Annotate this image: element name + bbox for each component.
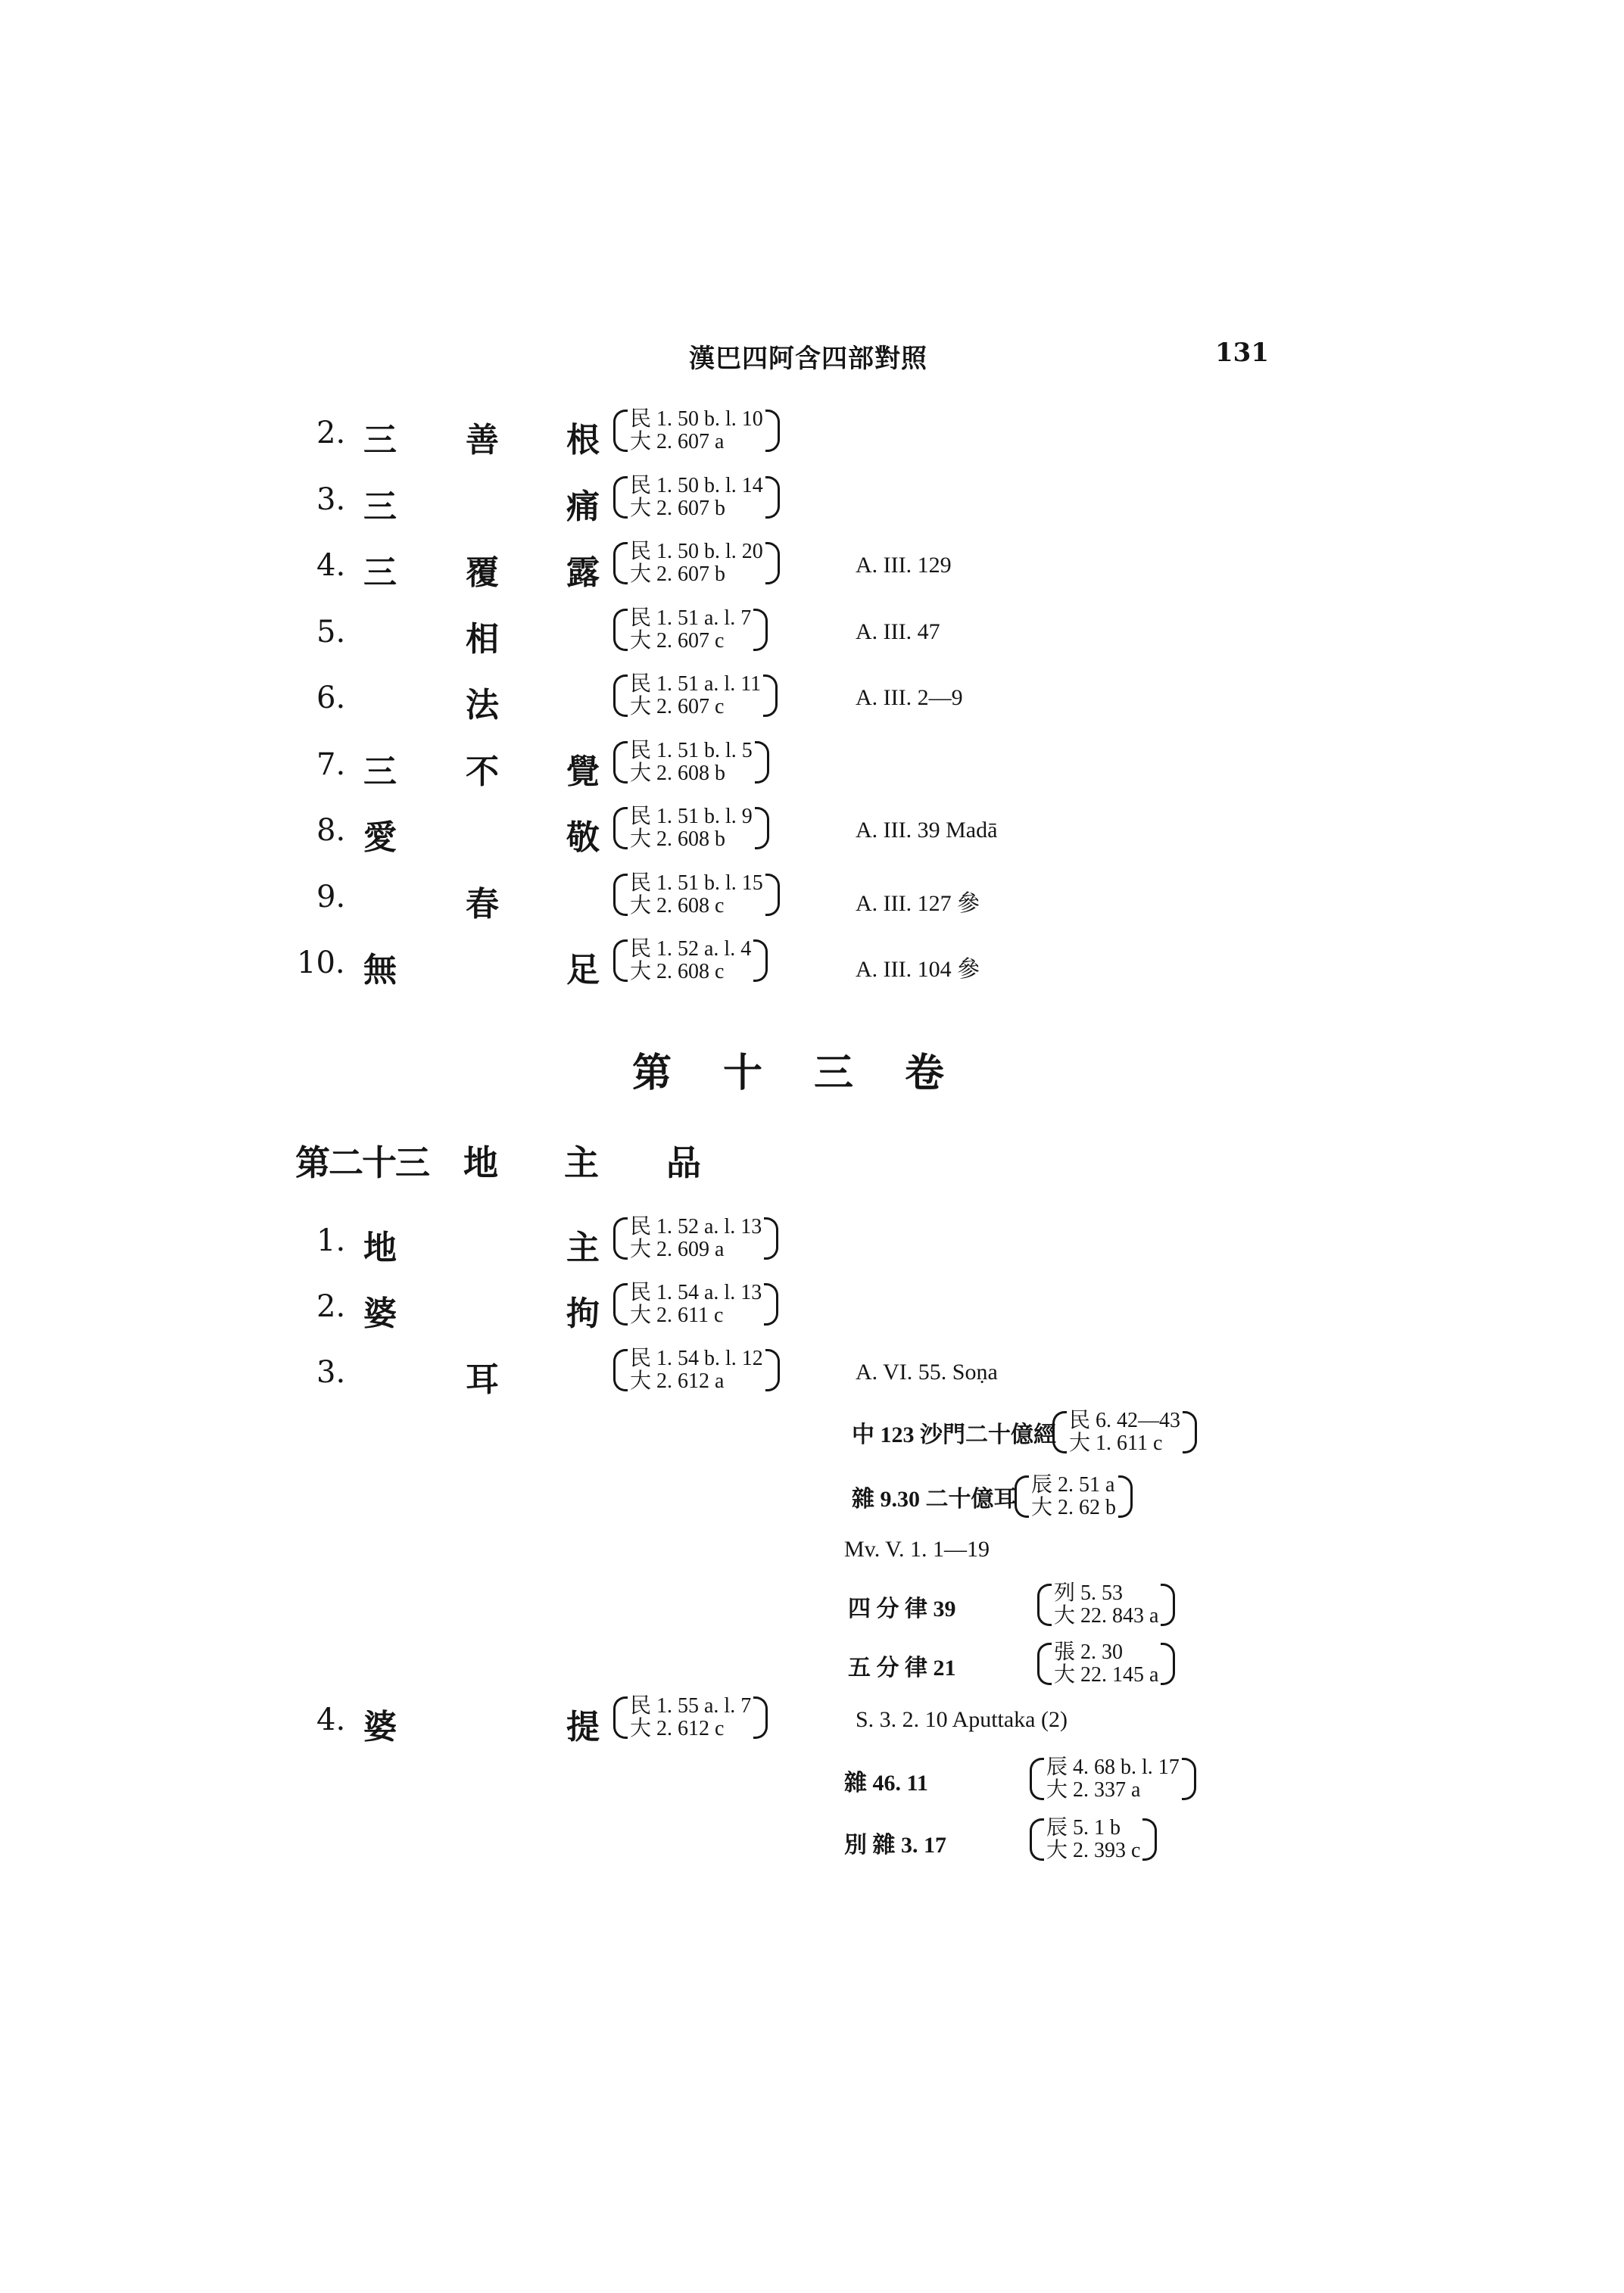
reference-bracket: [613, 1695, 768, 1740]
entry-char: 覆: [466, 553, 499, 592]
ref-line: 大 2. 608 b: [630, 761, 726, 785]
entry-char: 耳: [466, 1360, 499, 1399]
section-title-char: 主: [564, 1142, 599, 1183]
ref-line: 列 5. 53: [1054, 1581, 1124, 1605]
entry-char: 足: [566, 951, 600, 989]
entry-char: 三: [363, 487, 397, 526]
reference-bracket: [1052, 1410, 1197, 1455]
volume-heading-char: 卷: [905, 1050, 945, 1096]
entry-number: 3.: [316, 1355, 346, 1390]
entry-number: 9.: [316, 879, 346, 914]
ref-line: 大 2. 393 c: [1046, 1839, 1141, 1862]
entry-char: 覺: [566, 752, 600, 791]
ref-line: 民 1. 54 b. l. 12: [630, 1347, 763, 1370]
reference-bracket: [613, 673, 778, 718]
parallel-text: 中 123 沙門二十億經: [852, 1422, 1056, 1447]
ref-line: 辰 5. 1 b: [1046, 1816, 1121, 1840]
parallel-text: 雜 9.30 二十億耳: [852, 1487, 1017, 1512]
parallel-text: 四 分 律 39: [848, 1597, 956, 1622]
ref-line: 大 2. 612 c: [630, 1717, 725, 1740]
running-title: 漢巴四阿含四部對照: [689, 344, 927, 374]
entry-number: 10.: [297, 946, 345, 980]
volume-heading-char: 十: [723, 1050, 763, 1096]
reference-bracket: [613, 805, 769, 851]
entry-char: 婆: [363, 1708, 397, 1746]
reference-bracket: [613, 408, 780, 453]
section-title-char: 地: [463, 1142, 498, 1183]
ref-line: 民 1. 55 a. l. 7: [630, 1694, 752, 1718]
reference-bracket: [1037, 1582, 1175, 1628]
ref-line: 民 1. 51 a. l. 11: [630, 672, 762, 696]
ref-line: 民 1. 51 b. l. 9: [630, 805, 753, 828]
entry-char: 相: [466, 619, 499, 659]
reference-bracket: [613, 872, 780, 918]
entry-char: 愛: [363, 818, 397, 857]
entry-char: 春: [466, 884, 499, 924]
ref-line: 民 1. 54 a. l. 13: [630, 1281, 762, 1304]
entry-char: 無: [363, 951, 397, 989]
entry-char: 三: [363, 553, 397, 592]
parallel-text: A. III. 39 Madā: [856, 818, 998, 843]
ref-line: 大 2. 608 b: [630, 827, 726, 851]
entry-number: 4.: [316, 548, 346, 583]
volume-heading-char: 第: [632, 1050, 672, 1096]
reference-bracket: [613, 1282, 778, 1327]
entry-char: 法: [466, 686, 499, 724]
ref-line: 大 2. 608 c: [630, 960, 725, 983]
ref-line: 大 22. 843 a: [1054, 1604, 1159, 1628]
parallel-text: A. III. 129: [856, 553, 952, 578]
ref-line: 大 2. 607 b: [630, 562, 726, 586]
parallel-text: A. III. 127 參: [856, 890, 980, 916]
reference-bracket: [1030, 1817, 1157, 1862]
page-number: 131: [1215, 338, 1269, 368]
ref-line: 民 1. 50 b. l. 10: [630, 407, 763, 431]
parallel-text: 五 分 律 21: [848, 1656, 956, 1681]
entry-number: 4.: [316, 1703, 346, 1737]
entry-char: 拘: [566, 1294, 600, 1333]
entry-char: 痛: [566, 487, 600, 526]
ref-line: 大 2. 611 c: [630, 1304, 724, 1327]
entry-number: 7.: [316, 746, 346, 782]
parallel-text: A. III. 2—9: [856, 685, 963, 710]
reference-bracket: [1030, 1756, 1196, 1802]
ref-line: 大 22. 145 a: [1054, 1663, 1159, 1687]
entry-char: 提: [566, 1708, 600, 1746]
reference-bracket: [613, 1347, 780, 1393]
reference-bracket: [613, 541, 780, 586]
ref-line: 大 1. 611 c: [1069, 1432, 1163, 1455]
section-title-char: 品: [666, 1142, 701, 1183]
ref-line: 民 1. 50 b. l. 14: [630, 473, 763, 497]
ref-line: 大 2. 607 a: [630, 430, 725, 453]
entry-number: 2.: [316, 1289, 346, 1324]
ref-line: 民 1. 51 b. l. 15: [630, 871, 763, 895]
entry-char: 露: [566, 553, 600, 592]
parallel-text: 別 雜 3. 17: [844, 1833, 946, 1858]
reference-bracket: [613, 938, 768, 983]
ref-line: 民 1. 52 a. l. 13: [630, 1215, 762, 1238]
entry-char: 三: [363, 421, 397, 460]
entry-char: 敬: [566, 818, 600, 857]
ref-line: 大 2. 609 a: [630, 1238, 725, 1261]
entry-number: 1.: [316, 1223, 346, 1258]
ref-line: 大 2. 62 b: [1031, 1496, 1117, 1519]
parallel-text: Mv. V. 1. 1—19: [844, 1537, 990, 1562]
ref-line: 辰 2. 51 a: [1031, 1473, 1115, 1497]
ref-line: 民 1. 51 a. l. 7: [630, 606, 752, 630]
entry-number: 3.: [316, 481, 346, 517]
reference-bracket: [613, 740, 769, 785]
entry-number: 8.: [316, 813, 346, 848]
parallel-text: 雜 46. 11: [844, 1771, 928, 1796]
entry-number: 6.: [316, 681, 346, 715]
ref-line: 民 1. 50 b. l. 20: [630, 540, 763, 563]
entry-number: 5.: [316, 614, 346, 650]
entry-char: 不: [466, 752, 499, 791]
ref-line: 張 2. 30: [1054, 1640, 1124, 1664]
ref-line: 大 2. 608 c: [630, 893, 725, 918]
entry-char: 婆: [363, 1294, 397, 1333]
reference-bracket: [613, 607, 768, 653]
ref-line: 民 1. 51 b. l. 5: [630, 738, 753, 762]
ref-line: 大 2. 612 a: [630, 1369, 725, 1393]
reference-bracket: [613, 1216, 778, 1261]
entry-number: 2.: [316, 416, 346, 450]
parallel-text: A. III. 104 參: [856, 957, 980, 982]
ref-line: 大 2. 337 a: [1046, 1778, 1141, 1802]
reference-bracket: [1015, 1474, 1133, 1519]
ref-line: 大 2. 607 c: [630, 628, 725, 653]
volume-heading-char: 三: [814, 1050, 854, 1096]
ref-line: 辰 4. 68 b. l. 17: [1046, 1756, 1180, 1779]
section-number: 第二十三: [295, 1142, 429, 1183]
parallel-text: A. VI. 55. Soṇa: [856, 1360, 998, 1385]
parallel-text: A. III. 47: [856, 618, 940, 644]
ref-line: 大 2. 607 b: [630, 496, 726, 520]
parallel-text: S. 3. 2. 10 Aputtaka (2): [856, 1707, 1068, 1732]
reference-bracket: [1037, 1641, 1175, 1687]
reference-bracket: [613, 475, 780, 520]
entry-char: 主: [566, 1229, 600, 1267]
ref-line: 大 2. 607 c: [630, 695, 725, 718]
entry-char: 三: [363, 752, 397, 791]
entry-char: 善: [466, 421, 499, 460]
entry-char: 根: [566, 421, 600, 460]
entry-char: 地: [363, 1229, 397, 1267]
ref-line: 民 1. 52 a. l. 4: [630, 937, 752, 961]
ref-line: 民 6. 42—43: [1069, 1409, 1181, 1432]
